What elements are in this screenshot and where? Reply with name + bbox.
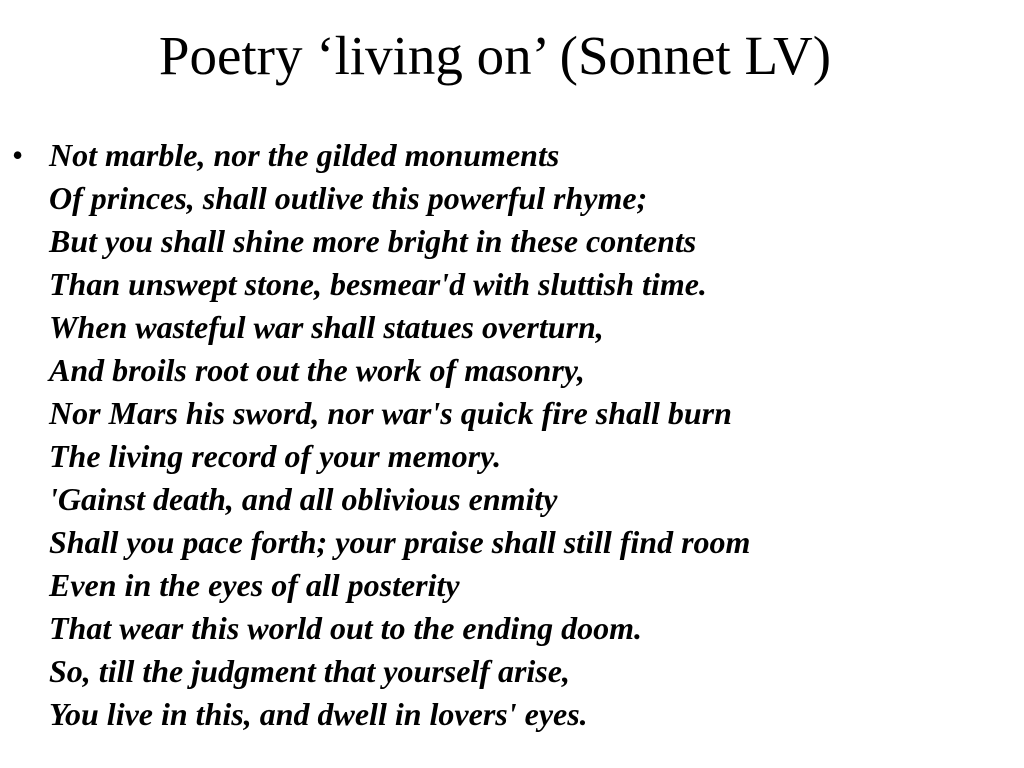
poem-line-5: When wasteful war shall statues overturn, — [49, 309, 604, 345]
sonnet-text — [49, 134, 750, 736]
poem-line-1: Not marble, nor the gilded monuments — [49, 137, 560, 173]
poem-line-4: Than unswept stone, besmear'd with sluttish time. — [49, 266, 707, 302]
poem-line-6: And broils root out the work of masonry, — [49, 352, 585, 388]
poem-line-3: But you shall shine more bright in these contents — [49, 223, 697, 259]
poem-line-8: The living record of your memory. — [49, 438, 502, 474]
poem-line-13: So, till the judgment that yourself arise, — [49, 653, 570, 689]
poem-line-9: 'Gainst death, and all oblivious enmity — [49, 481, 558, 517]
poem-line-12: That wear this world out to the ending doom. — [49, 610, 642, 646]
poem-line-7: Nor Mars his sword, nor war's quick fire shall burn — [49, 395, 732, 431]
poem-line-11: Even in the eyes of all posterity — [49, 567, 460, 603]
poem-line-10: Shall you pace forth; your praise shall still find room — [49, 524, 751, 560]
poem-line-14: You live in this, and dwell in lovers' eyes. — [49, 696, 588, 732]
bullet-icon: • — [12, 137, 24, 173]
poem-line-2: Of princes, shall outlive this powerful rhyme; — [49, 180, 648, 216]
slide-title: Poetry ‘living on’ (Sonnet LV) — [158, 25, 832, 86]
